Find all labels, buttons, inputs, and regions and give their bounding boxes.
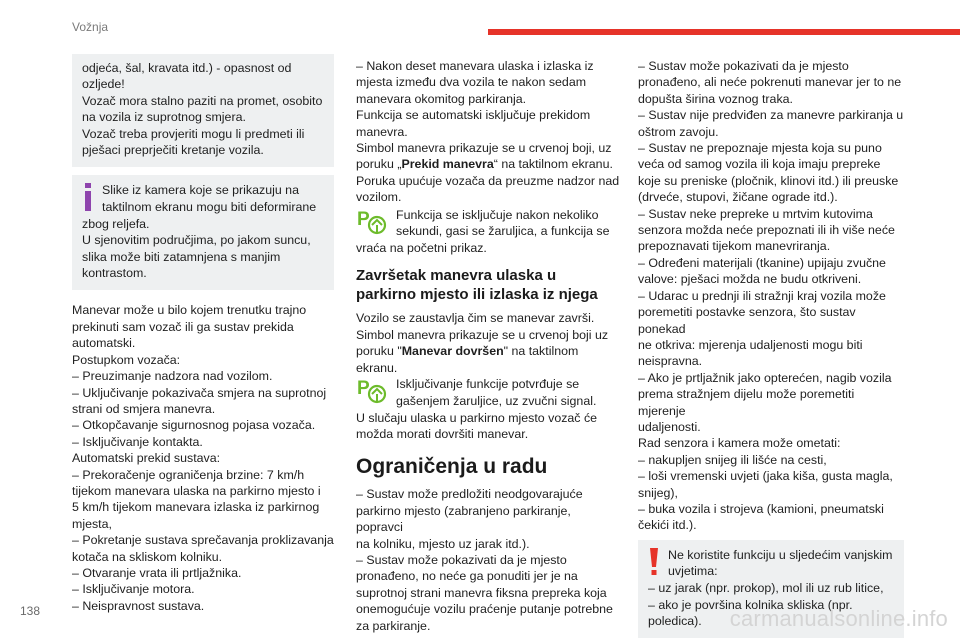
text-line: na vozila iz suprotnog smjera.: [82, 110, 246, 125]
text-line: – nakupljen snijeg ili lišće na cesti,: [638, 452, 827, 467]
text-line: mjesta,: [72, 516, 112, 531]
text-line: kontrastom.: [82, 266, 147, 281]
cancel-section: [72, 302, 334, 614]
watermark: carmanualsonline.info: [729, 606, 948, 631]
text-line: [356, 156, 620, 172]
text-line: zbog reljefa.: [82, 216, 150, 231]
column-1: [72, 54, 334, 614]
text-line: – Određeni materijali (tkanine) upijaju zvučne: [638, 255, 886, 270]
text-line: Vozač treba provjeriti mogu li predmeti ili: [82, 126, 305, 141]
park-note-2: [356, 376, 620, 409]
text-line: Funkcija se automatski isključuje prekidom: [356, 108, 591, 123]
text-line: – ako je površina kolnika skliska (npr.: [648, 597, 853, 612]
text-line: prepoznavati tijekom manevriranja.: [638, 239, 831, 254]
text-line: uvjetima:: [668, 564, 718, 579]
text-line: pronađeno, no neće ga ponuditi jer je na: [356, 569, 578, 584]
text-line: dopušta širina voznog traka.: [638, 91, 793, 106]
text-line: U sjenovitim područjima, po jakom suncu,: [82, 233, 311, 248]
text-line: ozljede!: [82, 77, 125, 92]
text-line: Simbol manevra prikazuje se u crvenoj boji, uz: [356, 141, 612, 156]
text-line: – loši vremenski uvjeti (jaka kiša, gusta magla,: [638, 469, 893, 484]
park-note-1: [356, 207, 620, 240]
text-line: automatski.: [72, 336, 136, 351]
text-line: Rad senzora i kamera može ometati:: [638, 436, 841, 451]
text-line: Simbol manevra prikazuje se u crvenoj boji uz: [356, 327, 609, 342]
text-line: slika može biti zatamnjena s manjim: [82, 249, 281, 264]
text-line: – Ako je prtljažnik jako opterećen, nagib vozila: [638, 370, 892, 385]
text-line: tijekom manevara ulaska na parkirno mjesto i: [72, 483, 321, 498]
park-assist-icon: [356, 208, 388, 240]
section-heading: Završetak manevra ulaska u parkirno mjesto ili izlaska iz njega: [356, 267, 598, 304]
text-line: ne otkriva: mjerenja udaljenosti mogu biti: [638, 337, 863, 352]
text-line: – uz jarak (npr. prokop), mol ili uz rub litice,: [648, 581, 884, 596]
text-line: – Otvaranje vrata ili prtljažnika.: [72, 565, 242, 580]
info-box: [72, 175, 334, 290]
text-line: onemogućuje vozilu praćenje putanje potrebne: [356, 602, 613, 617]
text-line: Vozilo se zaustavlja čim se manevar završi.: [356, 311, 595, 326]
park-assist-icon: [356, 377, 388, 409]
text-line: manevara okomitog parkiranja.: [356, 91, 527, 106]
text-line: za parkiranje.: [356, 618, 431, 633]
text-line: – Pokretanje sustava sprečavanja proklizavanja: [72, 533, 334, 548]
text-line: [356, 343, 620, 376]
text-line: Manevar može u bilo kojem trenutku trajno: [72, 303, 307, 318]
text-line: poremetiti postavke senzora, što sustav ponekad: [638, 305, 856, 336]
text-fragment: “ na taktilnom ekranu.: [493, 157, 613, 172]
limits-heading: Ograničenja u radu: [356, 455, 548, 479]
text-line: gašenjem žaruljice, uz zvučni signal.: [396, 393, 597, 408]
warning-icon: [648, 548, 660, 580]
text-fragment: poruku „: [356, 157, 402, 172]
text-line: 5 km/h tijekom manevara izlaska iz parkirnog: [72, 500, 320, 515]
text-line: – Neispravnost sustava.: [72, 598, 205, 613]
section-title: Vožnja: [72, 20, 109, 34]
message-label: Prekid manevra: [401, 157, 494, 172]
text-line: snijeg),: [638, 485, 678, 500]
svg-text:P: P: [357, 378, 370, 400]
text-line: – Sustav nije predviđen za manevre parkiranja u: [638, 108, 904, 123]
text-line: – Sustav može pokazivati da je mjesto: [638, 59, 849, 73]
text-line: neispravna.: [638, 354, 703, 369]
text-line: – Isključivanje motora.: [72, 582, 195, 597]
text-line: – Sustav ne prepoznaje mjesta koja su puno: [638, 141, 882, 156]
text-line: pronađeno, ali neće pokrenuti manevar jer to ne: [638, 75, 902, 90]
text-line: Vozač mora stalno paziti na promet, osobito: [82, 93, 323, 108]
text-line: na kolniku, mjesto uz jarak itd.).: [356, 536, 530, 551]
text-line: čekići itd.).: [638, 518, 697, 533]
text-line: – Prekoračenje ograničenja brzine: 7 km/h: [72, 467, 305, 482]
text-line: U slučaju ulaska u parkirno mjesto vozač će: [356, 410, 598, 425]
column-3: [638, 58, 904, 638]
text-line: – Uključivanje pokazivača smjera na suprotnoj: [72, 385, 327, 400]
message-label: Manevar dovršen: [401, 344, 504, 359]
text-line: senzora možda neće prepoznati ili ih više neće: [638, 223, 895, 238]
text-line: valove: pješaci možda ne budu otkriveni.: [638, 272, 862, 287]
text-line: – Nakon deset manevara ulaska i izlaska iz: [356, 59, 594, 73]
text-line: Isključivanje funkcije potvrđuje se: [396, 377, 580, 392]
text-line: – buka vozila i strojeva (kamioni, pneumatski: [638, 501, 884, 516]
text-line: – Otkopčavanje sigurnosnog pojasa vozača.: [72, 418, 316, 433]
text-line: Slike iz kamera koje se prikazuju na: [102, 183, 299, 198]
text-line: – Sustav može predložiti neodgovarajuće: [356, 487, 583, 502]
text-fragment: " na taktilnom ekranu.: [356, 344, 579, 375]
text-line: vraća na početni prikaz.: [356, 241, 487, 256]
text-line: – Sustav može pokazivati da je mjesto: [356, 552, 567, 567]
text-line: koje su preniske (pločnik, klinovi itd.) ili preuske: [638, 173, 899, 188]
info-icon: [82, 183, 94, 215]
text-line: manevra.: [356, 124, 408, 139]
text-line: prekinuti sam vozač ili ga sustav prekida: [72, 319, 294, 334]
text-line: veća od samog vozila ili koja imaju prepreke: [638, 157, 881, 172]
text-line: – Preuzimanje nadzora nad vozilom.: [72, 369, 273, 384]
text-line: suprotnoj strani manevra fiksna prepreka koja: [356, 585, 607, 600]
text-line: oštrom zavoju.: [638, 124, 719, 139]
page-number: 138: [20, 604, 41, 618]
text-line: sekundi, gasi se žaruljica, a funkcija se: [396, 224, 610, 239]
text-line: strani od smjera manevra.: [72, 401, 216, 416]
text-line: kotača na skliskom kolniku.: [72, 549, 223, 564]
text-line: poledica).: [648, 614, 702, 628]
column-2: [356, 58, 620, 634]
text-line: odjeća, šal, kravata itd.) - opasnost od: [82, 61, 292, 75]
text-line: udaljenosti.: [638, 419, 701, 434]
text-line: taktilnom ekranu mogu biti deformirane: [102, 199, 317, 214]
text-line: Postupkom vozača:: [72, 352, 181, 367]
text-line: Funkcija se isključuje nakon nekoliko: [396, 207, 599, 222]
text-line: parkirno mjesto (zabranjeno parkiranje, popravci: [356, 503, 571, 535]
text-line: – Isključivanje kontakta.: [72, 434, 203, 449]
text-line: – Udarac u prednji ili stražnji kraj vozila može: [638, 288, 886, 303]
svg-text:P: P: [357, 208, 370, 230]
text-line: mjesta između dva vozila te nakon sedam: [356, 75, 587, 90]
text-line: Automatski prekid sustava:: [72, 451, 221, 466]
text-fragment: poruku ": [356, 344, 402, 359]
warning-continuation-box: [72, 54, 334, 167]
text-line: prema stražnjem dijelu može poremetiti mjerenje: [638, 387, 855, 418]
text-line: vozilom.: [356, 190, 402, 205]
text-line: (drveće, stupovi, žičane ograde itd.).: [638, 190, 838, 205]
text-line: pješaci preprječiti kretanje vozila.: [82, 143, 264, 158]
text-line: Ne koristite funkciju u sljedećim vanjskim: [668, 547, 893, 562]
text-line: možda morati dovršiti manevar.: [356, 426, 529, 441]
text-line: – Sustav neke prepreke u mrtvim kutovima: [638, 206, 873, 221]
text-line: Poruka upućuje vozača da preuzme nadzor nad: [356, 173, 620, 188]
header-accent-bar: [488, 29, 960, 35]
